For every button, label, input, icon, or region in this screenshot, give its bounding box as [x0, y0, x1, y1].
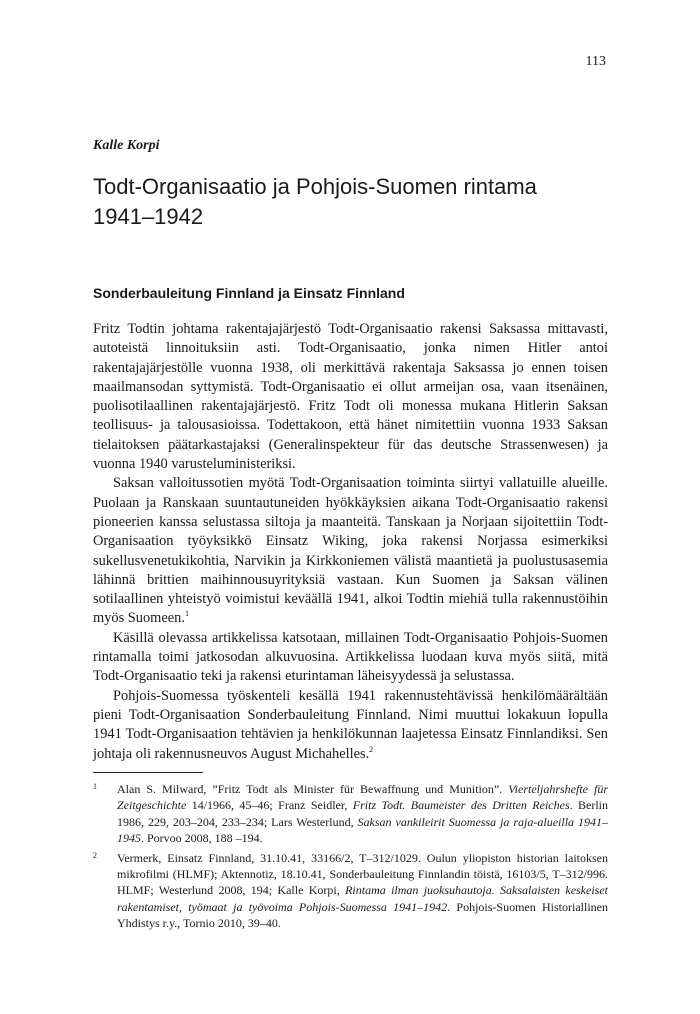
section-heading: Sonderbauleitung Finnland ja Einsatz Finnland [93, 285, 405, 301]
page-number: 113 [585, 54, 606, 69]
footnote-2-part-b: . Pohjois-Suomen Historiallinen Yhdistys r.y., Tornio 2010, 39–40. [117, 899, 608, 931]
paragraph-4-text: Pohjois-Suomessa työskenteli kesällä 1941 rakennustehtävissä henkilömäärältään pieni Todt-Organisaation Sonderbauleitung Finnland. Nimi muuttui lokakuun lopulla 1941 Todt-Organisaation tehtävien ja henkilökunnan laajetessa Einsatz Finnlandiksi. Sen johtaja oli rakennusneuvos August Michahelles. [93, 687, 608, 762]
paragraph-1-text: Fritz Todtin johtama rakentajajärjestö Todt-Organisaatio rakensi Saksassa mittavasti, autoteistä linnoituksiin asti. Todt-Organisaatio, jonka nimen Hitler antoi rakentajajärjestölle vuonna 1938, oli merkittävä rakentaja Saksassa jo ennen toisen maailmansodan syttymistä. Todt-Organisaatio ei ollut armeijan osa, vaan itsenäinen, puolisotilaallinen rakentajajärjestö. Fritz Todt oli monessa mukana Hitlerin Saksan teollisuus- ja talousasioissa. Todettakoon, että hänet nimitettiin vuonna 1933 Saksan tielaitoksen päätarkastajaksi (Generalinspekteur für das deutsche Strassenwesen) ja vuonna 1940 varusteluministeriksi. [93, 321, 608, 473]
footnote-ref-1[interactable]: 1 [184, 609, 189, 619]
paragraph-3-text: Käsillä olevassa artikkelissa katsotaan, millainen Todt-Organisaatio Pohjois-Suomen rintamalla toimi jatkosodan alkuvuosina. Artikkelissa luodaan kuva myös siitä, mitä Todt-Organisaatio teki ja rakensi eturintaman läheisyydessä ja selustassa. [93, 629, 608, 685]
paragraph-2 [93, 474, 608, 628]
footnote-1-number: 1 [93, 782, 97, 791]
paragraph-3 [93, 629, 608, 687]
footnote-1-part-a: Alan S. Milward, ”Fritz Todt als Minister für Bewaffnung und Munition”. [117, 782, 509, 796]
author-name: Kalle Korpi [93, 138, 160, 153]
footnote-1-book: Fritz Todt. Baumeister des Dritten Reiches [352, 798, 570, 813]
article-title [93, 172, 613, 232]
footnote-1-journal: Vierteljahrshefte für Zeitgeschichte [117, 782, 608, 813]
footnote-1 [93, 781, 608, 847]
paragraph-2-text: Saksan valloitussotien myötä Todt-Organisaation toiminta siirtyi vallatuille alueille. Puolaan ja Ranskaan suuntautuneiden hyökkäyksien aikana Todt-Organisaatio rakensi pioneerien kanssa selustassa siltoja ja maanteitä. Tanskaan ja Norjaan sijoitettiin Todt-Organisaation työyksikkö Einsatz Wiking, joka rakensi Norjassa esimerkiksi sukellusvenetukikohtia, Narvikin ja Kirkkoniemen välistä maantietä ja puolustusasemia lähinnä brittien maihinnousuyrityksiä vastaan. Kun Suomen ja Saksan välinen sotilaallinen yhteistyö voimistui keväällä 1941, alkoi Todtin miehiä tulla rakennustöihin myös Suomeen. [93, 475, 608, 627]
footnote-2-text [117, 850, 608, 932]
footnote-ref-2[interactable]: 2 [369, 744, 374, 754]
footnote-2-number: 2 [93, 850, 97, 860]
footnote-1-part-d: . Porvoo 2008, 188 –194. [141, 831, 263, 846]
footnote-2-part-a: Vermerk, Einsatz Finnland, 31.10.41, 33166/2, T–312/1029. Oulun yliopiston historian laitoksen mikrofilmi (HLMF); Aktennotiz, 18.10.41, Sonderbauleitung Finnlandin töistä, 16103/5, T–312/996. HLMF; Westerlund 2008, 194; Kalle Korpi, [117, 850, 608, 898]
footnote-divider [93, 772, 203, 773]
footnote-1-part-c: . Berlin 1986, 229, 203–204, 233–234; Lars Westerlund, [117, 798, 609, 829]
footnotes [93, 781, 608, 935]
footnote-2-book: Rintama ilman juoksuhautoja. Saksalaisten keskeiset rakentamiset, työmaat ja työvoima Pohjois-Suomessa 1941–1942 [117, 883, 609, 914]
paragraph-1 [93, 320, 608, 474]
footnote-1-book-2: Saksan vankileirit Suomessa ja raja-alueilla 1941–1945 [117, 814, 608, 846]
title-line-2: 1941–1942 [93, 204, 204, 229]
article-body [93, 320, 608, 764]
footnote-1-text [117, 781, 608, 847]
title-line-1: Todt-Organisaatio ja Pohjois-Suomen rintama [93, 174, 537, 199]
paragraph-4 [93, 687, 608, 764]
footnote-1-part-b: 14/1966, 45–46; Franz Seidler, [186, 798, 353, 813]
footnote-2 [93, 850, 608, 932]
